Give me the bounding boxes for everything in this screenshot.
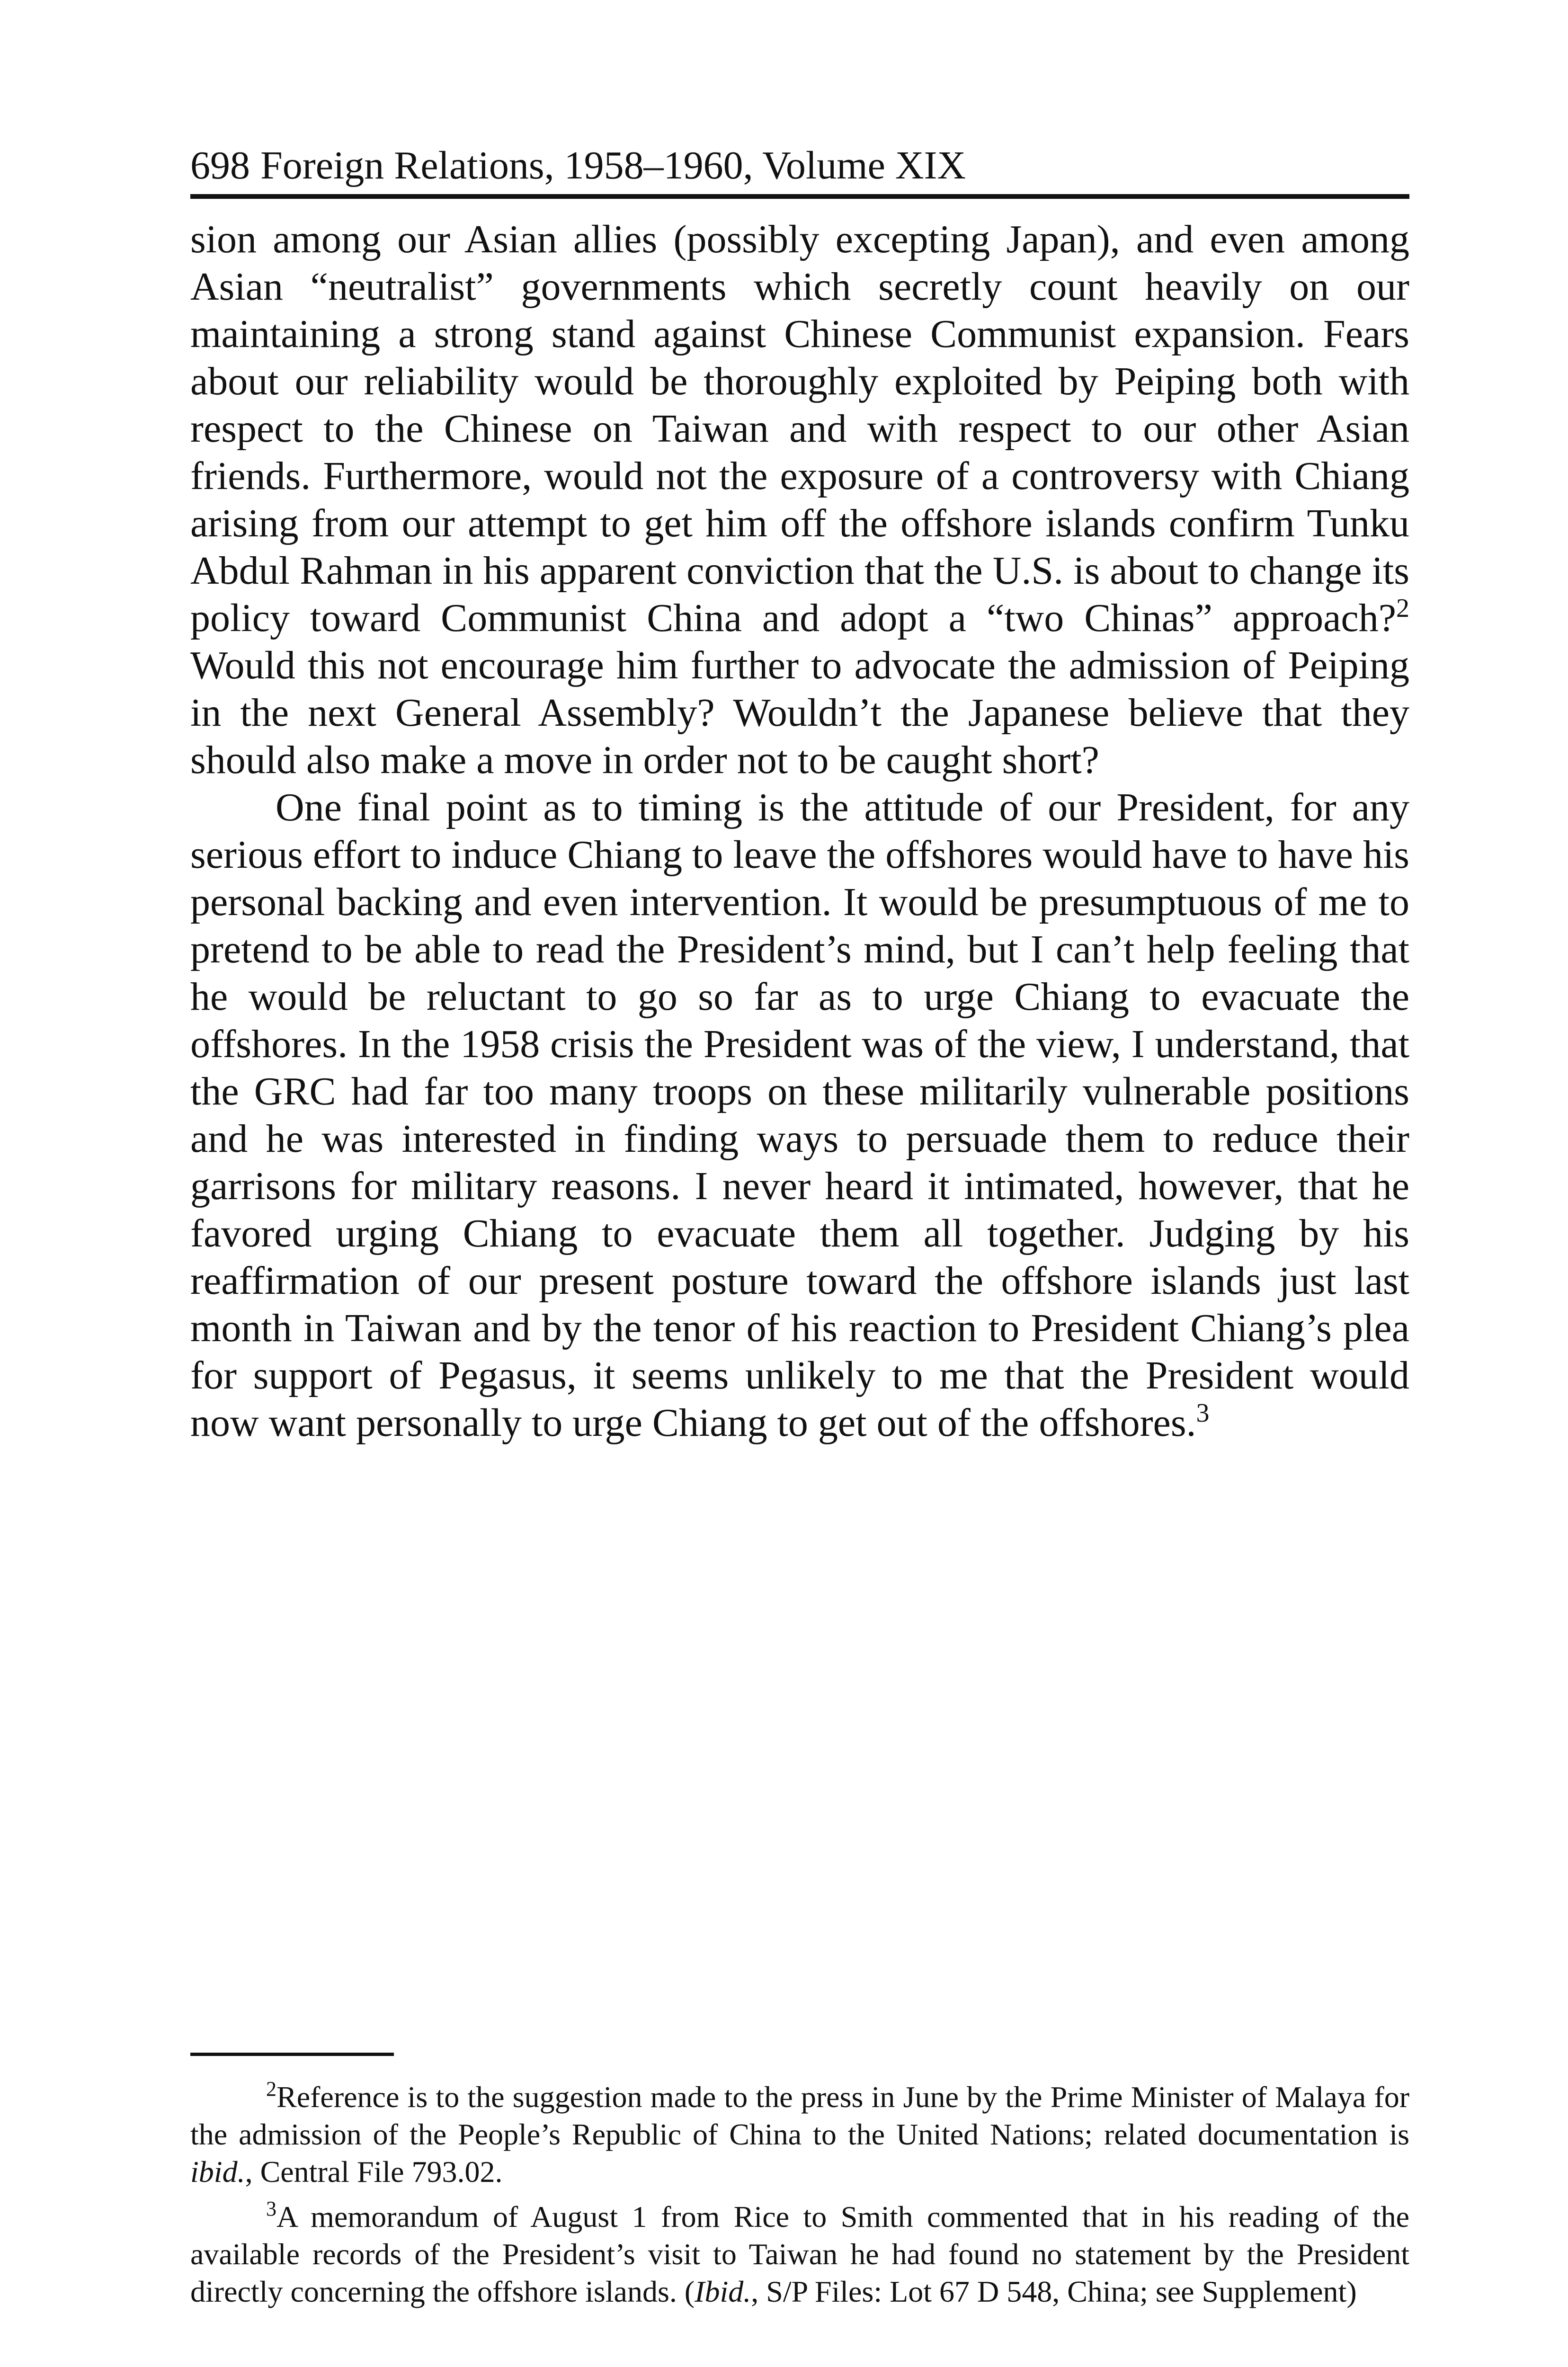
footnote-ibid: ibid. bbox=[190, 2155, 245, 2189]
footnote-marker: 2 bbox=[266, 2077, 276, 2100]
running-head bbox=[190, 142, 1409, 199]
body-text bbox=[190, 216, 1409, 1447]
page-content bbox=[190, 142, 1409, 1447]
footnote-3 bbox=[190, 2198, 1409, 2310]
paragraph bbox=[190, 784, 1409, 1447]
paragraph-text: sion among our Asian allies (possibly excepting Japan), and even among Asian “neutralist” governments which secretly count heavily on our maintaining a strong stand against Chinese Communist expansion. Fears about our reliability would be thoroughly exploited by Peiping both with respect to the Chinese on Taiwan and with respect to our other Asian friends. Furthermore, would not the exposure of a controversy with Chiang arising from our attempt to get him off the offshore islands confirm Tunku Abdul Rahman in his apparent conviction that the U.S. is about to change its policy toward Communist China and adopt a “two Chinas” approach? bbox=[190, 217, 1409, 640]
volume-title: Foreign Relations, 1958–1960, Volume XIX bbox=[260, 143, 966, 187]
footnote-ref-2[interactable]: 2 bbox=[1396, 594, 1409, 623]
paragraph-text: One final point as to timing is the attitude of our President, for any serious effort to induce Chiang to leave the offshores would have to have his personal backing and even intervention. It would be presumptuous of me to pretend to be able to read the President’s mind, but I can’t help feeling that he would be reluctant to go so far as to urge Chiang to evacuate the offshores. In the 1958 crisis the President was of the view, I understand, that the GRC had far too many troops on these militarily vulnerable positions and he was interested in finding ways to persuade them to reduce their garrisons for military reasons. I never heard it intimated, however, that he favored urging Chiang to evacuate them all together. Judging by his reaffirmation of our present posture toward the offshore islands just last month in Taiwan and by the tenor of his reaction to President Chiang’s plea for support of Pegasus, it seems unlikely to me that the President would now want personally to urge Chiang to get out of the offshores. bbox=[190, 785, 1409, 1445]
footnote-text-continued: , Central File 793.02. bbox=[245, 2155, 503, 2189]
footnote-text-continued: , S/P Files: Lot 67 D 548, China; see Supplement) bbox=[751, 2275, 1357, 2308]
footnote-divider bbox=[190, 2053, 394, 2056]
paragraph-text-continued: Would this not encourage him further to advocate the admission of Peiping in the next General Assembly? Wouldn’t the Japanese believe that they should also make a move in order not to be caught short? bbox=[190, 643, 1409, 782]
paragraph-continued bbox=[190, 216, 1409, 784]
footnote-text: Reference is to the suggestion made to the press in June by the Prime Minister of Malaya for the admission of the People’s Republic of China to the United Nations; related documentation is bbox=[190, 2080, 1409, 2151]
footnote-text: A memorandum of August 1 from Rice to Smith commented that in his reading of the available records of the President’s visit to Taiwan he had found no statement by the President directly concerning the offshore islands. ( bbox=[190, 2200, 1409, 2308]
footnote-2 bbox=[190, 2078, 1409, 2190]
footnote-ref-3[interactable]: 3 bbox=[1196, 1398, 1210, 1428]
footnotes bbox=[190, 2078, 1409, 2318]
footnote-marker: 3 bbox=[266, 2197, 276, 2220]
page-number: 698 bbox=[190, 143, 250, 187]
footnote-ibid: Ibid. bbox=[695, 2275, 751, 2308]
